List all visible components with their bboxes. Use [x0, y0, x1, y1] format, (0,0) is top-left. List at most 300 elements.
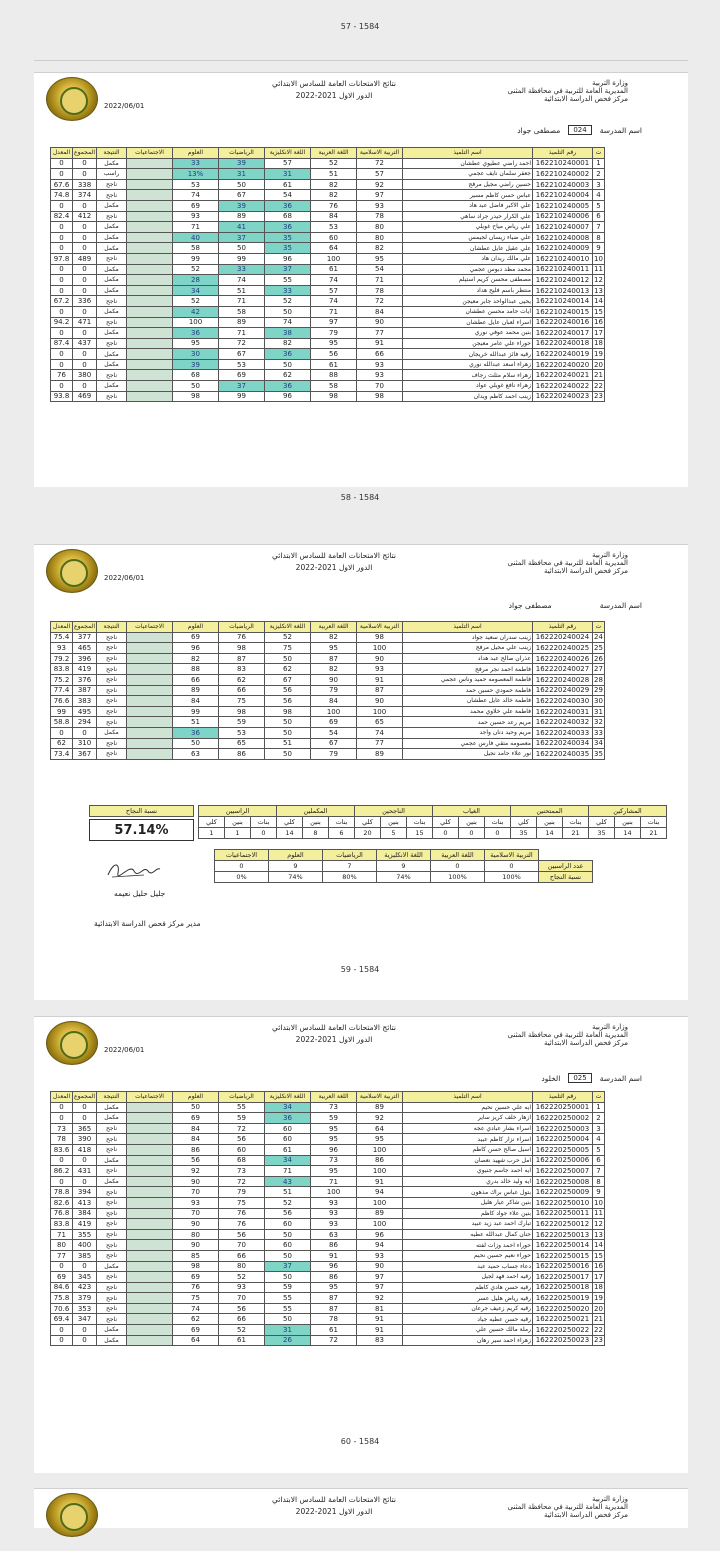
table-cell: علي مالك ريدان هاد — [403, 253, 533, 264]
table-cell: 33 — [265, 285, 311, 296]
table-cell: 0 — [51, 158, 73, 169]
table-row — [51, 359, 605, 370]
table-cell: 30 — [173, 349, 219, 360]
subject-value: 100% — [431, 872, 485, 883]
table-cell: 377 — [73, 632, 97, 643]
table-cell: 162210240013 — [533, 285, 593, 296]
table-cell: 37 — [219, 232, 265, 243]
table-cell: 71 — [357, 275, 403, 286]
table-cell: ناجح — [97, 674, 127, 685]
table-cell: ايه علي حسين نحيم — [403, 1102, 533, 1113]
column-header: النتيجة — [97, 1092, 127, 1103]
table-cell: 162220250009 — [533, 1187, 593, 1198]
table-cell: 72 — [219, 1123, 265, 1134]
table-cell: 423 — [73, 1282, 97, 1293]
ministry-name: وزارة التربية — [592, 551, 628, 559]
subject-value: 74% — [269, 872, 323, 883]
table-cell — [127, 158, 173, 169]
subject-header: الاجتماعيات — [215, 850, 269, 861]
table-cell: 419 — [73, 664, 97, 675]
summary-value: 8 — [303, 828, 329, 839]
table-cell: 87 — [219, 653, 265, 664]
table-cell — [127, 1134, 173, 1145]
table-cell: 63 — [311, 1229, 357, 1240]
table-cell: عباس حسن كاظم مسير — [403, 190, 533, 201]
table-row — [51, 306, 605, 317]
summary-value: 0 — [485, 828, 511, 839]
table-cell: 162220240020 — [533, 359, 593, 370]
table-cell: 50 — [265, 727, 311, 738]
table-row — [51, 1229, 605, 1240]
report-session: 2022-2021 الدور الاول — [295, 563, 373, 572]
table-cell: 0 — [51, 1261, 73, 1272]
column-header: اللغة العربية — [311, 148, 357, 159]
table-row — [51, 1123, 605, 1134]
table-row — [51, 275, 605, 286]
table-cell — [127, 1303, 173, 1314]
table-cell: 162210240009 — [533, 243, 593, 254]
summary-header: المكملين — [277, 806, 355, 817]
table-cell: 73 — [51, 1123, 73, 1134]
table-cell: 36 — [265, 222, 311, 233]
table-cell: 3 — [593, 1123, 605, 1134]
table-row — [51, 717, 605, 728]
table-cell: مريم وحيد دنان واجد — [403, 727, 533, 738]
table-cell: 0 — [51, 200, 73, 211]
summary-subheader: بنين — [303, 817, 329, 828]
table-cell: 380 — [73, 370, 97, 381]
summary-subheader: بنين — [615, 817, 641, 828]
table-cell: اسيل صالح حسن كاظم — [403, 1144, 533, 1155]
table-cell: 62 — [265, 370, 311, 381]
table-cell: مكمل — [97, 232, 127, 243]
table-cell: 94.2 — [51, 317, 73, 328]
table-cell: 97 — [357, 190, 403, 201]
table-cell: 99 — [173, 253, 219, 264]
table-cell: 50 — [265, 306, 311, 317]
table-cell — [127, 1250, 173, 1261]
ministry-name: وزارة التربية — [592, 79, 628, 87]
table-cell: 52 — [219, 1272, 265, 1283]
results-sheet-1 — [34, 72, 688, 502]
summary-value: 21 — [563, 828, 589, 839]
table-cell: 50 — [265, 359, 311, 370]
table-cell: 75 — [173, 1293, 219, 1304]
table-cell: 5 — [593, 200, 605, 211]
table-cell: 33 — [594, 728, 603, 737]
subject-value: 0 — [431, 861, 485, 872]
table-cell: 56 — [265, 1208, 311, 1219]
school-label: اسم المدرسة — [599, 125, 642, 135]
table-cell: 68 — [265, 211, 311, 222]
table-cell: 58.8 — [51, 717, 73, 728]
table-cell: ناجح — [97, 370, 127, 381]
table-cell: 90 — [173, 1240, 219, 1251]
table-cell: 77 — [51, 1250, 73, 1261]
table-cell: 82.4 — [51, 211, 73, 222]
table-row — [51, 222, 605, 233]
table-cell: فاطمة المعصومه حميد وناس عجمي — [403, 674, 533, 685]
column-header: العلوم — [173, 1092, 219, 1103]
table-cell: 91 — [357, 338, 403, 349]
table-cell: 162220250017 — [533, 1272, 593, 1283]
table-row — [51, 200, 605, 211]
table-cell: 98 — [219, 643, 265, 654]
table-row — [51, 738, 605, 749]
column-header: رقم التلميذ — [533, 622, 593, 633]
summary-value: 20 — [355, 828, 381, 839]
table-cell: 34 — [265, 1102, 311, 1113]
table-cell: 50 — [265, 749, 311, 760]
table-cell: 162220240022 — [533, 381, 593, 392]
table-cell: 52 — [265, 632, 311, 643]
table-cell: 58 — [173, 243, 219, 254]
column-header: ت — [593, 1092, 605, 1103]
table-cell: 79 — [311, 749, 357, 760]
table-cell: 13% — [173, 169, 219, 180]
table-cell: ناجح — [97, 179, 127, 190]
table-cell: 69 — [173, 1113, 219, 1124]
table-cell: 33 — [173, 158, 219, 169]
table-cell: 37 — [219, 381, 265, 392]
table-cell: 98 — [173, 1261, 219, 1272]
table-cell: مكمل — [97, 200, 127, 211]
school-code: 024 — [568, 125, 591, 135]
table-cell: 0 — [51, 1335, 73, 1346]
table-cell: 12 — [594, 1219, 603, 1228]
table-cell: 16 — [594, 318, 603, 327]
table-cell — [127, 1229, 173, 1240]
column-header: اللغة العربية — [311, 622, 357, 633]
table-cell: 71 — [311, 306, 357, 317]
table-cell: 95 — [311, 1123, 357, 1134]
table-cell: 80 — [51, 1240, 73, 1251]
school-info — [517, 125, 642, 135]
table-cell: 51 — [265, 738, 311, 749]
column-header: اللغة الانكليزية — [265, 148, 311, 159]
summary-value: 14 — [277, 828, 303, 839]
table-cell: 57 — [265, 158, 311, 169]
table-cell: 162220240027 — [533, 664, 593, 675]
table-cell: علي ضياء زيسان لجيمس — [403, 232, 533, 243]
table-cell: مكمل — [97, 381, 127, 392]
table-row — [51, 1176, 605, 1187]
summary-subheader: بنين — [537, 817, 563, 828]
table-cell: 17 — [594, 328, 603, 337]
table-cell: ايه وليد خالد بدري — [403, 1176, 533, 1187]
table-cell: 93 — [311, 1219, 357, 1230]
table-cell: 72 — [219, 1176, 265, 1187]
ministry-seal-icon — [46, 1021, 98, 1065]
table-cell — [127, 169, 173, 180]
table-cell: 19 — [594, 1294, 603, 1303]
table-cell: 396 — [73, 653, 97, 664]
table-cell — [127, 706, 173, 717]
table-cell: 95 — [311, 1282, 357, 1293]
table-cell: 365 — [73, 1123, 97, 1134]
table-cell: 162210240014 — [533, 296, 593, 307]
table-cell: 89 — [219, 317, 265, 328]
table-cell: 9 — [593, 1187, 605, 1198]
table-cell: حوراء احمد وزات لفته — [403, 1240, 533, 1251]
column-header: الرياضيات — [219, 1092, 265, 1103]
school-label: اسم المدرسة — [599, 601, 642, 610]
results-table — [50, 1091, 605, 1346]
table-cell: 22 — [594, 1325, 603, 1334]
table-cell: 51 — [219, 285, 265, 296]
table-cell: فاطمة حمودي حسين حمد — [403, 685, 533, 696]
table-cell: زينب سدران سعيد جواد — [403, 632, 533, 643]
table-cell: 50 — [265, 1250, 311, 1261]
table-cell: 68 — [173, 370, 219, 381]
table-cell: 69.4 — [51, 1314, 73, 1325]
table-row — [51, 1187, 605, 1198]
table-cell: 75 — [219, 696, 265, 707]
table-cell: 65 — [357, 717, 403, 728]
table-cell: ناجح — [97, 1187, 127, 1198]
table-cell — [127, 1176, 173, 1187]
table-cell: 60 — [265, 1134, 311, 1145]
table-cell: 71 — [265, 1166, 311, 1177]
table-cell: 20 — [594, 1304, 603, 1313]
table-cell: 57 — [357, 169, 403, 180]
table-cell: 98 — [219, 706, 265, 717]
subject-value: 9 — [269, 861, 323, 872]
table-cell: 0 — [51, 232, 73, 243]
table-cell: ناجح — [97, 1197, 127, 1208]
table-cell: 69 — [219, 370, 265, 381]
table-cell: 73 — [311, 1102, 357, 1113]
table-cell: 390 — [73, 1134, 97, 1145]
table-cell — [127, 211, 173, 222]
table-cell — [127, 370, 173, 381]
ministry-seal-icon — [46, 549, 98, 593]
table-cell: 91 — [311, 1250, 357, 1261]
table-cell — [127, 738, 173, 749]
summary-subheader: بنات — [251, 817, 277, 828]
column-header: التربية الاسلامية — [357, 622, 403, 633]
table-cell: 495 — [73, 706, 97, 717]
table-cell: 4 — [593, 190, 605, 201]
table-cell: 162210240007 — [533, 222, 593, 233]
table-cell: 35 — [594, 749, 603, 758]
table-cell — [127, 1282, 173, 1293]
table-row — [51, 285, 605, 296]
table-cell: 23 — [594, 392, 603, 401]
table-cell: 36 — [265, 349, 311, 360]
table-cell: 90 — [357, 696, 403, 707]
table-cell: مكمل — [97, 359, 127, 370]
column-header: النتيجة — [97, 148, 127, 159]
table-cell: 30 — [594, 696, 603, 705]
table-cell: 100 — [357, 1197, 403, 1208]
table-cell: 31 — [265, 1325, 311, 1336]
subject-value: 80% — [323, 872, 377, 883]
table-cell: 37 — [265, 264, 311, 275]
table-cell: 53 — [219, 359, 265, 370]
table-cell: 61 — [265, 1144, 311, 1155]
summary-value: 35 — [511, 828, 537, 839]
table-cell: احمد راضي عطيوي عطشان — [403, 158, 533, 169]
table-cell: 91 — [357, 1325, 403, 1336]
table-cell: 76 — [311, 200, 357, 211]
table-cell: 96 — [311, 1144, 357, 1155]
table-row — [51, 1314, 605, 1325]
table-cell: 50 — [265, 1314, 311, 1325]
table-cell: 69 — [173, 1325, 219, 1336]
table-cell — [127, 664, 173, 675]
table-row — [51, 391, 605, 402]
table-cell: 0 — [73, 381, 97, 392]
page-number: 59 - 1584 — [340, 965, 380, 974]
table-cell: 67.6 — [51, 179, 73, 190]
summary-subheader: كلي — [511, 817, 537, 828]
table-row — [51, 1144, 605, 1155]
table-cell — [127, 1102, 173, 1113]
table-cell: علي الاكبر فاضل عبد هاد — [403, 200, 533, 211]
table-cell — [127, 1272, 173, 1283]
table-row — [51, 664, 605, 675]
table-cell: 162220250008 — [533, 1176, 593, 1187]
subject-header: العلوم — [269, 850, 323, 861]
table-cell: 80 — [357, 232, 403, 243]
table-cell: 0 — [51, 381, 73, 392]
subject-value: 9 — [377, 861, 431, 872]
table-cell: 87 — [311, 653, 357, 664]
table-cell: 162220250003 — [533, 1123, 593, 1134]
summary-subheader: بنات — [641, 817, 667, 828]
results-table — [50, 621, 605, 760]
table-cell: ازهار خلف كريز ساير — [403, 1113, 533, 1124]
table-cell: مكمل — [97, 1113, 127, 1124]
table-cell — [127, 381, 173, 392]
table-cell: 0 — [51, 1155, 73, 1166]
table-cell: بتول عباس براك مذهون — [403, 1187, 533, 1198]
table-cell — [127, 264, 173, 275]
page-number: 58 - 1584 — [340, 493, 380, 502]
school-label: اسم المدرسة — [599, 1073, 642, 1083]
table-cell: 36 — [265, 1113, 311, 1124]
table-cell: 93 — [173, 211, 219, 222]
table-cell: فاطمة احمد نجر مرفج — [403, 664, 533, 675]
table-cell: 162220240034 — [533, 738, 593, 749]
table-row — [51, 1272, 605, 1283]
table-cell: اسراء بشار عبادي عجه — [403, 1123, 533, 1134]
table-cell: 95 — [311, 1134, 357, 1145]
column-header: المعدل — [51, 148, 73, 159]
table-cell: 69 — [51, 1272, 73, 1283]
table-cell: 50 — [173, 738, 219, 749]
table-cell — [127, 1123, 173, 1134]
table-cell: 70 — [173, 1187, 219, 1198]
table-cell — [127, 317, 173, 328]
table-cell: 0 — [73, 1102, 97, 1113]
table-cell: مصطفى محسن كريم استيلم — [403, 275, 533, 286]
summary-header: المشاركين — [589, 806, 667, 817]
table-cell: اسراء نزار كاظم عبيد — [403, 1134, 533, 1145]
table-cell: 71 — [219, 296, 265, 307]
table-cell: 53 — [173, 179, 219, 190]
table-cell: 162210240006 — [533, 211, 593, 222]
results-sheet-2 — [34, 544, 688, 1000]
table-cell: 489 — [73, 253, 97, 264]
table-cell: 40 — [173, 232, 219, 243]
table-cell: زينب احمد كاظم ويدان — [403, 391, 533, 402]
table-cell: 162220240021 — [533, 370, 593, 381]
table-cell: 68 — [219, 1155, 265, 1166]
table-cell: 162220250011 — [533, 1208, 593, 1219]
page-number: 57 - 1584 — [340, 22, 380, 31]
report-session: 2022-2021 الدور الاول — [295, 91, 373, 100]
table-cell: مكمل — [97, 727, 127, 738]
table-cell: 52 — [265, 1197, 311, 1208]
table-cell: ناجح — [97, 211, 127, 222]
table-cell: 0 — [73, 328, 97, 339]
table-cell: 100 — [357, 1219, 403, 1230]
summary-value: 6 — [329, 828, 355, 839]
table-cell: 84 — [311, 696, 357, 707]
table-cell: 31 — [594, 707, 603, 716]
table-cell: ايات حامد محسن عطشان — [403, 306, 533, 317]
results-sheet-4 — [34, 1488, 688, 1528]
table-cell: 60 — [265, 1240, 311, 1251]
table-cell: 162220240025 — [533, 643, 593, 654]
table-cell: 18 — [594, 339, 603, 348]
table-cell: 97 — [357, 1272, 403, 1283]
table-cell: 162220240030 — [533, 696, 593, 707]
table-cell: 35 — [265, 243, 311, 254]
table-row — [51, 727, 605, 738]
table-cell: 80 — [357, 222, 403, 233]
table-cell — [127, 674, 173, 685]
table-cell: 87 — [311, 1293, 357, 1304]
table-cell — [127, 696, 173, 707]
table-cell — [127, 1155, 173, 1166]
table-cell: 162220250016 — [533, 1261, 593, 1272]
table-cell: 92 — [357, 179, 403, 190]
table-row — [51, 1197, 605, 1208]
table-cell: 162220250019 — [533, 1293, 593, 1304]
table-cell: 162220240024 — [533, 632, 593, 643]
summary-value: 14 — [537, 828, 563, 839]
directorate-name: المديرية العامة للتربية في محافظة المثنى — [507, 559, 628, 567]
table-cell: ناجح — [97, 1272, 127, 1283]
table-cell: 83.6 — [51, 1144, 73, 1155]
table-cell: 50 — [265, 717, 311, 728]
table-cell: 56 — [219, 1229, 265, 1240]
table-cell: 32 — [594, 718, 603, 727]
table-cell: 74 — [173, 190, 219, 201]
table-cell: 85 — [173, 1250, 219, 1261]
table-cell: 82 — [311, 632, 357, 643]
table-cell: بنين علاء جواد كاظم — [403, 1208, 533, 1219]
table-cell: 31 — [265, 169, 311, 180]
summary-value: 0 — [251, 828, 277, 839]
school-name: مصطفى جواد — [508, 601, 552, 610]
table-cell: 8 — [593, 1176, 605, 1187]
table-cell: 162210240011 — [533, 264, 593, 275]
table-cell: ناجح — [97, 1166, 127, 1177]
table-cell: زهراء اسعد عبدالله نوري — [403, 359, 533, 370]
table-cell: 86 — [219, 749, 265, 760]
table-cell: 93 — [51, 643, 73, 654]
table-cell: رقيه حسن عطيه جياد — [403, 1314, 533, 1325]
table-cell: 70 — [357, 381, 403, 392]
table-cell: 82 — [311, 179, 357, 190]
table-cell: 88 — [173, 664, 219, 675]
table-cell: 36 — [265, 381, 311, 392]
subject-header: اللغة الانكليزية — [377, 850, 431, 861]
